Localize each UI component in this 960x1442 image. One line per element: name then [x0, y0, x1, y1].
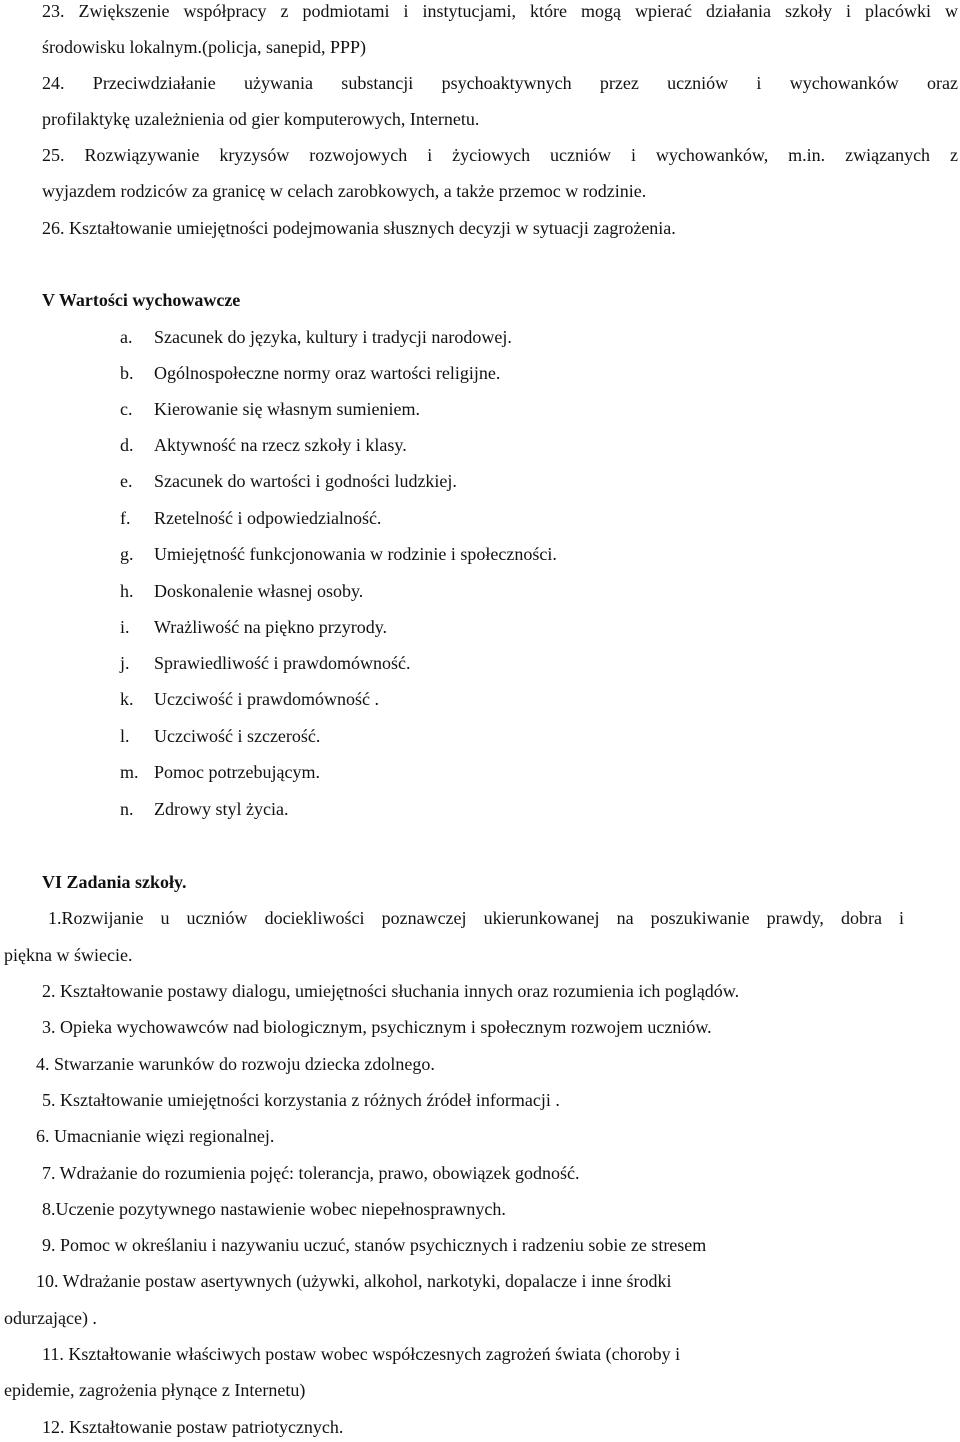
item-letter: e.: [120, 471, 133, 491]
item-letter: i.: [120, 617, 130, 637]
list-item-26: 26. Kształtowanie umiejętności podejmowania słusznych decyzji w sytuacji zagrożenia.: [42, 218, 676, 238]
list-item: [120, 398, 420, 420]
list-item: [120, 652, 410, 674]
item-letter: j.: [120, 653, 130, 673]
item-text: Uczciwość i prawdomówność .: [154, 689, 379, 709]
item-text: Sprawiedliwość i prawdomówność.: [154, 653, 411, 673]
task-item-4: 4. Stwarzanie warunków do rozwoju dziecka zdolnego.: [36, 1054, 435, 1074]
item-text: Kierowanie się własnym sumieniem.: [154, 399, 420, 419]
item-text: Uczciwość i szczerość.: [154, 726, 321, 746]
list-item-24-cont: profilaktykę uzależnienia od gier komputerowych, Internetu.: [42, 109, 480, 129]
item-text: Pomoc potrzebującym.: [154, 762, 320, 782]
item-letter: l.: [120, 726, 130, 746]
task-item-3: 3. Opieka wychowawców nad biologicznym, psychicznym i społecznym rozwojem uczniów.: [42, 1017, 712, 1037]
item-text: Zdrowy styl życia.: [154, 799, 289, 819]
item-text: Doskonalenie własnej osoby.: [154, 581, 364, 601]
task-item-9: 9. Pomoc w określaniu i nazywaniu uczuć, stanów psychicznych i radzeniu sobie ze stresem: [42, 1235, 707, 1255]
tasks-heading: VI Zadania szkoły.: [42, 872, 187, 892]
task-item-1-cont: piękna w świecie.: [4, 945, 133, 965]
task-item-1: 1.Rozwijanie u uczniów dociekliwości poznawczej ukierunkowanej na poszukiwanie prawdy, dobra i: [48, 908, 904, 928]
list-item: [120, 688, 379, 710]
task-item-7: 7. Wdrażanie do rozumienia pojęć: tolerancja, prawo, obowiązek godność.: [42, 1163, 580, 1183]
item-letter: g.: [120, 544, 134, 564]
list-item: [120, 616, 387, 638]
list-item-25-cont: wyjazdem rodziców za granicę w celach zarobkowych, a także przemoc w rodzinie.: [42, 181, 647, 201]
item-letter: k.: [120, 689, 134, 709]
list-item: [120, 434, 407, 456]
list-item: [120, 798, 288, 820]
item-text: Aktywność na rzecz szkoły i klasy.: [154, 435, 407, 455]
list-item-23-cont: środowisku lokalnym.(policja, sanepid, PPP): [42, 37, 366, 57]
task-item-11-cont: epidemie, zagrożenia płynące z Internetu): [4, 1380, 306, 1400]
task-item-8: 8.Uczenie pozytywnego nastawienie wobec niepełnosprawnych.: [42, 1199, 506, 1219]
item-text: Szacunek do języka, kultury i tradycji narodowej.: [154, 327, 512, 347]
task-item-2: 2. Kształtowanie postawy dialogu, umiejętności słuchania innych oraz rozumienia ich poglądów.: [42, 981, 740, 1001]
item-text: Rzetelność i odpowiedzialność.: [154, 508, 382, 528]
item-text: Umiejętność funkcjonowania w rodzinie i społeczności.: [154, 544, 557, 564]
item-letter: h.: [120, 581, 134, 601]
task-item-5: 5. Kształtowanie umiejętności korzystania z różnych źródeł informacji .: [42, 1090, 560, 1110]
item-text: Szacunek do wartości i godności ludzkiej.: [154, 471, 457, 491]
item-letter: f.: [120, 508, 131, 528]
task-item-10-cont: odurzające) .: [4, 1308, 97, 1328]
task-item-10: 10. Wdrażanie postaw asertywnych (używki, alkohol, narkotyki, dopalacze i inne środki: [36, 1271, 672, 1291]
item-letter: a.: [120, 327, 133, 347]
item-letter: b.: [120, 363, 134, 383]
item-text: Wrażliwość na piękno przyrody.: [154, 617, 388, 637]
task-item-12: 12. Kształtowanie postaw patriotycznych.: [42, 1417, 344, 1437]
list-item: [120, 362, 500, 384]
list-item: [120, 326, 512, 348]
item-letter: d.: [120, 435, 134, 455]
item-letter: m.: [120, 762, 139, 782]
list-item-24: 24. Przeciwdziałanie używania substancji psychoaktywnych przez uczniów i wychowanków oraz: [42, 73, 958, 93]
task-item-6: 6. Umacnianie więzi regionalnej.: [36, 1126, 275, 1146]
list-item: [120, 580, 363, 602]
list-item: [120, 470, 457, 492]
item-letter: c.: [120, 399, 133, 419]
task-item-11: 11. Kształtowanie właściwych postaw wobec współczesnych zagrożeń świata (choroby i: [42, 1344, 681, 1364]
list-item: [120, 725, 320, 747]
values-heading: V Wartości wychowawcze: [42, 290, 241, 310]
list-item-23: 23. Zwiększenie współpracy z podmiotami i instytucjami, które mogą wpierać działania szkoły i placówki w: [42, 1, 958, 21]
list-item: [120, 507, 381, 529]
list-item: [120, 543, 557, 565]
item-text: Ogólnospołeczne normy oraz wartości religijne.: [154, 363, 501, 383]
list-item-25: 25. Rozwiązywanie kryzysów rozwojowych i życiowych uczniów i wychowanków, m.in. związanych z: [42, 145, 958, 165]
item-letter: n.: [120, 799, 134, 819]
list-item: [120, 761, 320, 783]
